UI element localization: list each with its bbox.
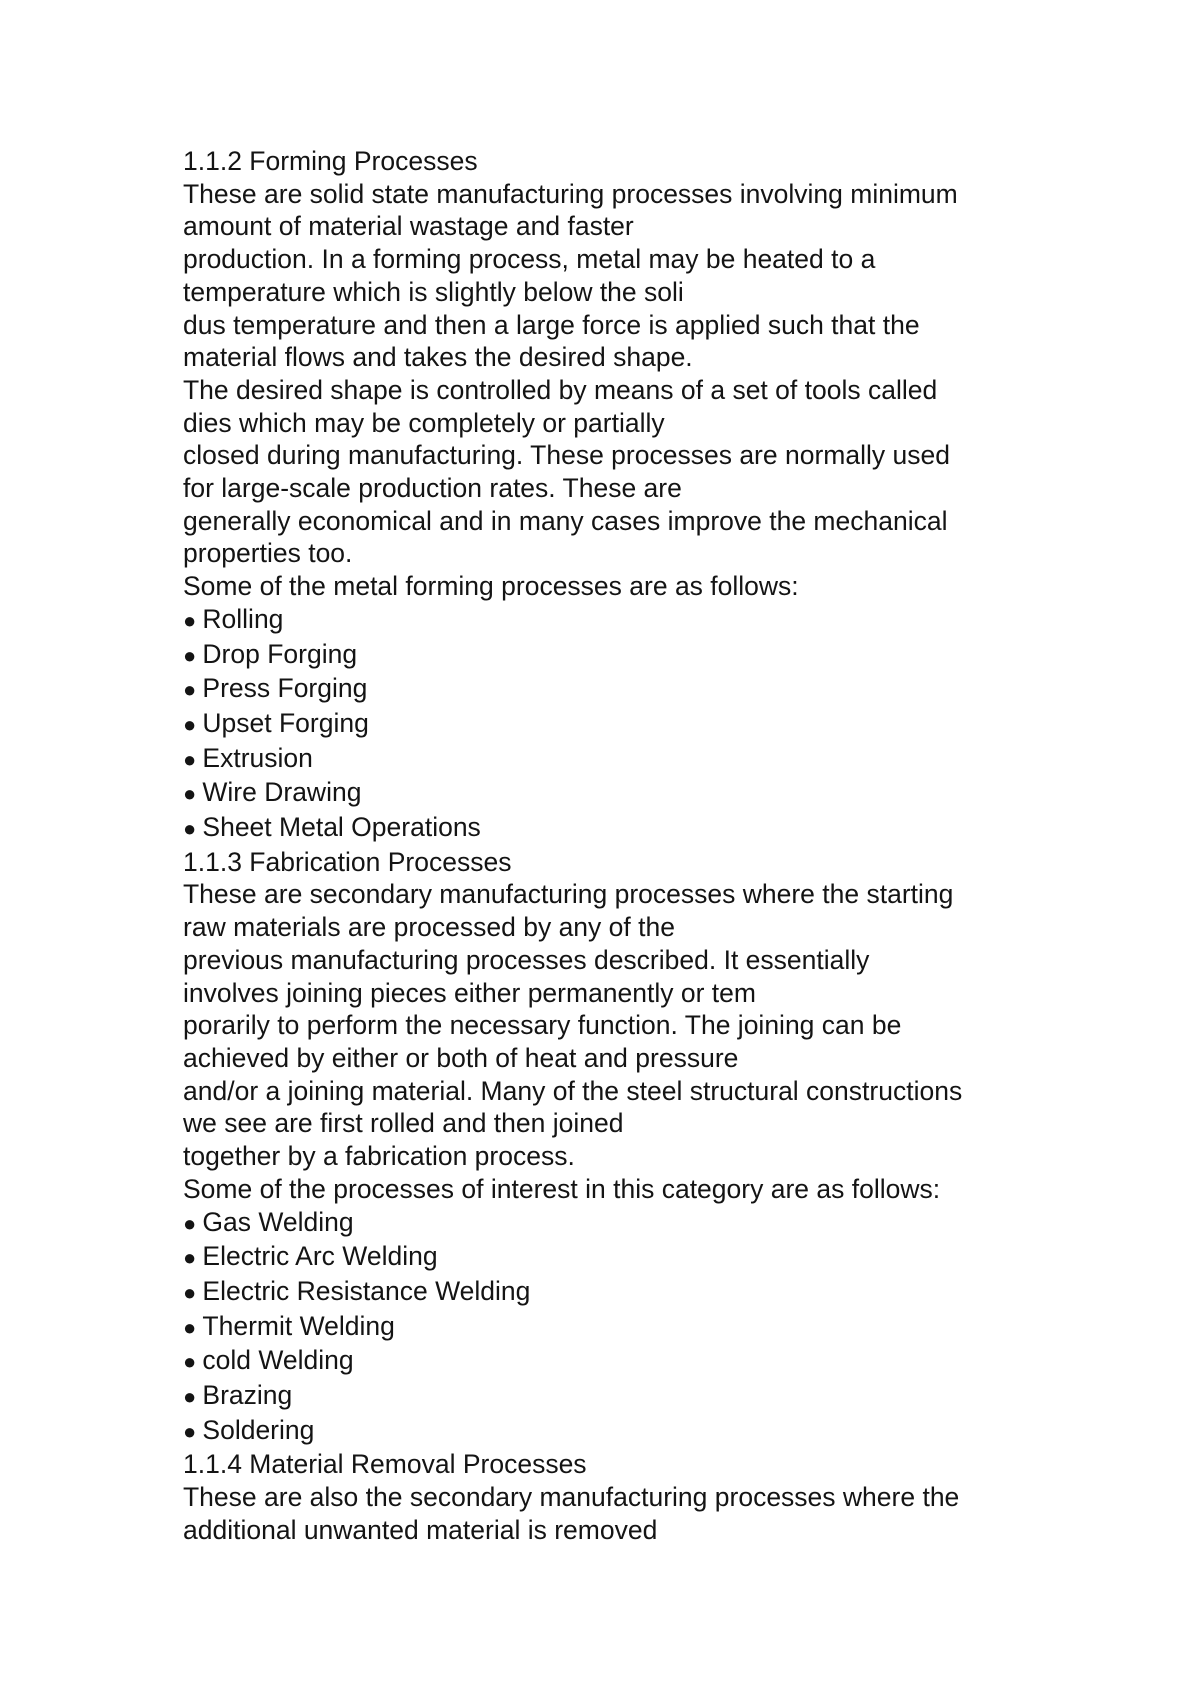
list-item: ● Wire Drawing xyxy=(183,776,1083,811)
list-item: ● Thermit Welding xyxy=(183,1310,1083,1345)
paragraph-line: These are solid state manufacturing processes involving minimum xyxy=(183,178,958,209)
paragraph-line: achieved by either or both of heat and pressure xyxy=(183,1042,739,1073)
paragraph-line: for large-scale production rates. These are xyxy=(183,473,682,504)
paragraph-line: Some of the metal forming processes are as follows: xyxy=(183,571,799,602)
list-item: ● Brazing xyxy=(183,1379,1083,1414)
paragraph-line: together by a fabrication process. xyxy=(183,1141,575,1172)
document-page xyxy=(183,145,1083,1547)
list-item: ● cold Welding xyxy=(183,1344,1083,1379)
list-item: ● Gas Welding xyxy=(183,1206,1083,1241)
paragraph-line: and/or a joining material. Many of the steel structural constructions xyxy=(183,1075,963,1106)
paragraph-line: dus temperature and then a large force is applied such that the xyxy=(183,309,920,340)
list-item: ● Electric Arc Welding xyxy=(183,1240,1083,1275)
paragraph-line: The desired shape is controlled by means of a set of tools called xyxy=(183,374,938,405)
list-item: ● Extrusion xyxy=(183,742,1083,777)
paragraph-line: involves joining pieces either permanently or tem xyxy=(183,977,756,1008)
paragraph-line: These are secondary manufacturing processes where the starting xyxy=(183,879,954,910)
list-item: ● Rolling xyxy=(183,603,1083,638)
paragraph-line: porarily to perform the necessary function. The joining can be xyxy=(183,1010,902,1041)
paragraph-line: Some of the processes of interest in this category are as follows: xyxy=(183,1173,941,1204)
paragraph-line: These are also the secondary manufacturing processes where the xyxy=(183,1482,960,1513)
paragraph-line: amount of material wastage and faster xyxy=(183,211,634,242)
paragraph-line: we see are first rolled and then joined xyxy=(183,1108,624,1139)
section-heading: 1.1.4 Material Removal Processes xyxy=(183,1449,587,1480)
paragraph-line: production. In a forming process, metal may be heated to a xyxy=(183,244,876,275)
section-heading: 1.1.2 Forming Processes xyxy=(183,146,478,176)
paragraph-line: additional unwanted material is removed xyxy=(183,1514,658,1545)
section-heading: 1.1.3 Fabrication Processes xyxy=(183,846,512,877)
paragraph-line: dies which may be completely or partially xyxy=(183,407,665,438)
paragraph-line: temperature which is slightly below the soli xyxy=(183,276,684,307)
paragraph-line: closed during manufacturing. These processes are normally used xyxy=(183,440,950,471)
list-item: ● Electric Resistance Welding xyxy=(183,1275,1083,1310)
list-item: ● Press Forging xyxy=(183,672,1083,707)
list-item: ● Upset Forging xyxy=(183,707,1083,742)
list-item: ● Sheet Metal Operations xyxy=(183,811,1083,846)
paragraph-line: material flows and takes the desired shape. xyxy=(183,342,693,373)
paragraph-line: raw materials are processed by any of the xyxy=(183,912,675,943)
list-item: ● Soldering xyxy=(183,1414,1083,1449)
paragraph-line: previous manufacturing processes described. It essentially xyxy=(183,944,870,975)
paragraph-line: generally economical and in many cases improve the mechanical xyxy=(183,505,948,536)
paragraph-line: properties too. xyxy=(183,538,353,569)
list-item: ● Drop Forging xyxy=(183,638,1083,673)
